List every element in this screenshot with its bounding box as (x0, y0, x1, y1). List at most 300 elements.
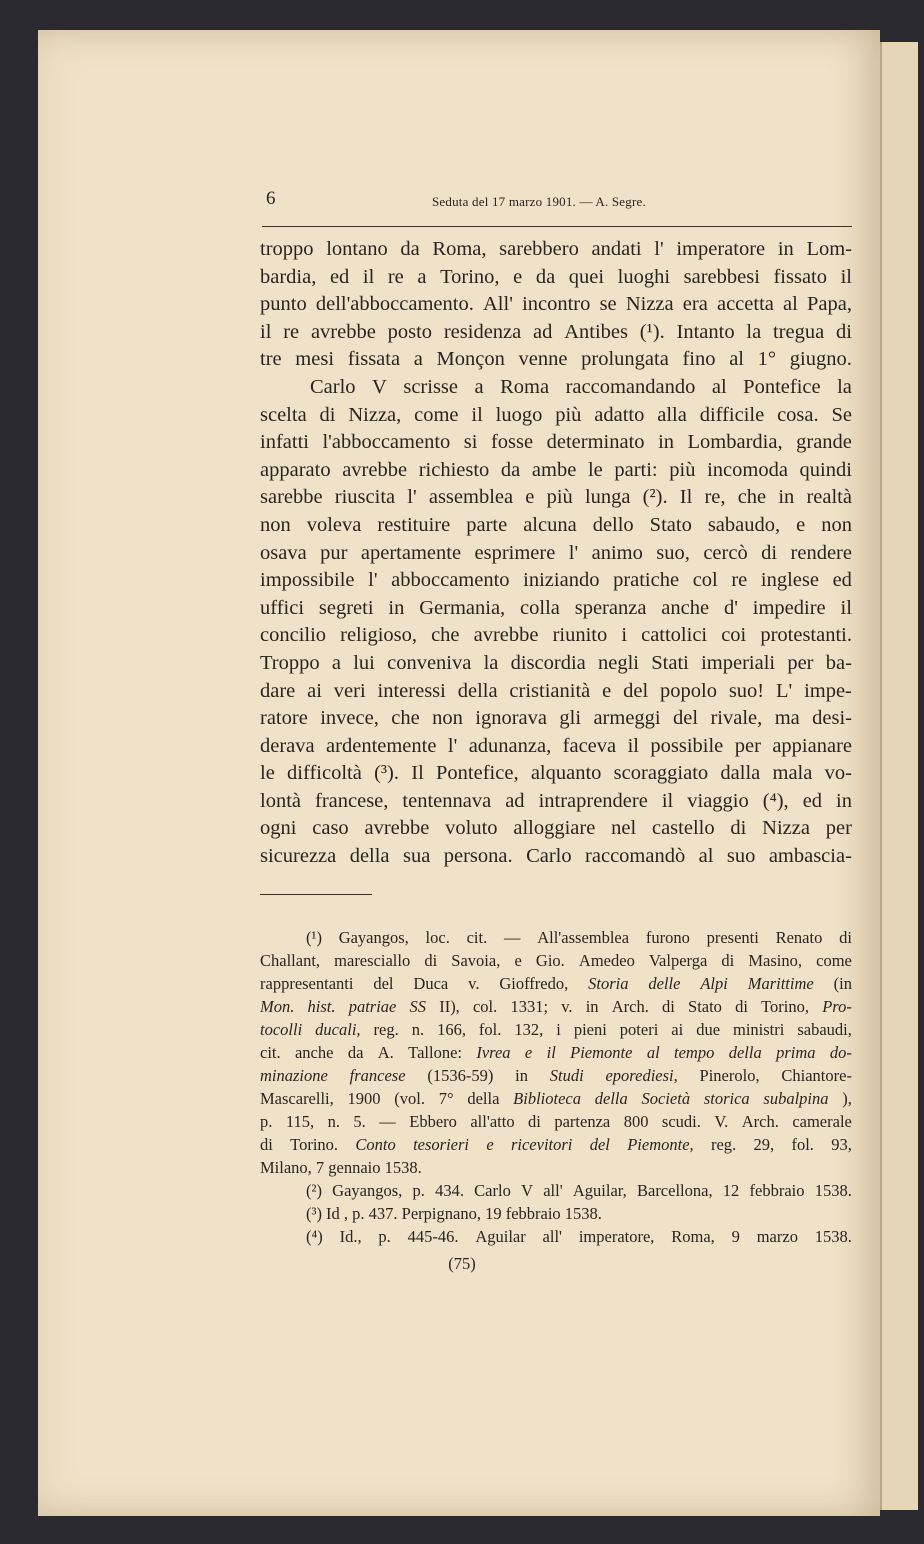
word: speranza (574, 596, 647, 619)
word: Mascarelli, (260, 1089, 334, 1108)
word: Pontefice, (436, 762, 519, 785)
word: che (737, 486, 767, 509)
word: All'assemblea (537, 928, 630, 947)
word: Arch. (741, 1112, 779, 1131)
word: reg. (373, 1020, 399, 1039)
word: persona. (443, 845, 513, 868)
word: di (761, 541, 778, 564)
word: ministri (733, 1020, 785, 1039)
page-header (262, 188, 850, 212)
word: l' (654, 238, 664, 260)
word: Conto (355, 1135, 396, 1154)
word: cercò (703, 541, 748, 564)
text-line (260, 788, 852, 816)
text-line (260, 236, 852, 264)
word: SS (409, 997, 427, 1016)
word: 12 (722, 1181, 740, 1200)
word: V. (714, 1112, 729, 1131)
word: segreti (318, 596, 374, 619)
word: che (431, 624, 460, 647)
word: anche (294, 1043, 334, 1062)
text-line (260, 291, 852, 319)
word: il (362, 265, 375, 288)
word: per (825, 817, 852, 840)
word: cosa. (777, 403, 819, 426)
word: Roma, (432, 238, 487, 260)
word: abboccamento (391, 569, 510, 592)
text-line (260, 843, 852, 871)
word: di (528, 1112, 541, 1131)
word: l' (447, 734, 458, 757)
word: 5. (353, 1112, 366, 1131)
word: Torino, (440, 265, 500, 288)
word: dell'abboccamento. (315, 293, 474, 316)
word: di (424, 951, 438, 970)
word: Gayangos, (338, 928, 409, 947)
word: Il (679, 486, 693, 509)
word: dello (592, 513, 634, 536)
word: l' (368, 569, 378, 592)
word: apparato (260, 458, 331, 481)
word: 1538. (814, 1227, 852, 1246)
word: suo (726, 845, 756, 868)
word: avrebbe (364, 817, 430, 840)
word: il (471, 403, 483, 426)
page-number: 6 (266, 188, 276, 209)
word: al (698, 845, 714, 868)
word: e (525, 486, 535, 509)
word: il (627, 734, 639, 757)
word: Papa, (807, 293, 852, 316)
word: hist. (307, 997, 336, 1016)
word: restituire (377, 513, 451, 536)
word: p. (378, 1227, 391, 1246)
word: ed (832, 569, 852, 592)
word: Nizza, (348, 403, 402, 426)
word: 115, (285, 1112, 315, 1131)
word: rappresentanti (260, 974, 354, 993)
word: veri (333, 679, 366, 702)
word: in (388, 596, 405, 619)
word: d' (723, 596, 738, 619)
word: eporediesi, (605, 1066, 678, 1085)
text-line (260, 484, 852, 512)
footnote-line (260, 1018, 852, 1041)
word: e (513, 265, 523, 288)
word: 166, (437, 1020, 466, 1039)
word: fol. (478, 1020, 502, 1039)
footnote-line (260, 1041, 852, 1064)
word: che (391, 707, 420, 730)
word: ad (505, 789, 525, 812)
word: desi- (812, 707, 852, 730)
word: da (500, 458, 521, 481)
word: cit. (466, 928, 488, 947)
word: ricevitori (510, 1135, 573, 1154)
word: Masino, (748, 951, 803, 970)
word: re (731, 569, 748, 592)
word: parti: (614, 458, 658, 481)
word: vo- (824, 762, 852, 785)
footnote-line (260, 1225, 852, 1248)
text-line (260, 705, 852, 733)
word: come (816, 951, 852, 970)
word: a (331, 651, 341, 674)
word: concilio (260, 624, 327, 647)
word: difficoltà (287, 762, 362, 785)
word: l'abboccamento (322, 431, 451, 454)
word: Savoia, (451, 951, 501, 970)
word: bardia, (260, 265, 317, 288)
word: fissato (773, 265, 828, 288)
word: di (319, 403, 336, 426)
word: V (521, 1181, 533, 1200)
text-line (260, 540, 852, 568)
word: Nizza (762, 817, 810, 840)
word: Alpi (700, 974, 728, 993)
word: della (349, 845, 390, 868)
word: non (260, 513, 291, 536)
word: loc. (425, 928, 450, 947)
word: venne (518, 348, 568, 371)
word: Storia (588, 974, 629, 993)
word: per (734, 734, 761, 757)
footnote-line (260, 926, 852, 949)
word: della (467, 1089, 500, 1108)
word: non (432, 707, 463, 730)
word: pratiche (613, 569, 680, 592)
word: infatti (260, 431, 309, 454)
word: 1° (757, 348, 777, 371)
word: l' (568, 541, 579, 564)
word: osava (260, 541, 307, 564)
word: del (589, 1135, 610, 1154)
text-line (260, 429, 852, 457)
word: (vol. (394, 1089, 425, 1108)
word: iniziando (523, 569, 600, 592)
word: nel (611, 817, 637, 840)
footnote-line (260, 1202, 852, 1225)
word: i (556, 1020, 561, 1039)
word: del (673, 707, 699, 730)
word: e (514, 951, 522, 970)
footnote-line (260, 1156, 852, 1179)
word: maresciallo (334, 951, 411, 970)
word: all' (542, 1227, 563, 1246)
word: ducali, (315, 1020, 361, 1039)
word: furono (645, 928, 690, 947)
word: pieni (573, 1020, 607, 1039)
footnote-line (260, 1133, 852, 1156)
word: conveniva (387, 651, 472, 674)
next-page-edge (880, 42, 918, 1510)
word: L' (775, 679, 793, 702)
word: fol. (791, 1135, 814, 1154)
word: (²) (306, 1181, 322, 1200)
word: impossibile (260, 569, 355, 592)
word: Piemonte (570, 1043, 633, 1062)
word: prima (776, 1043, 816, 1062)
word: camerale (792, 1112, 852, 1131)
word: partenza (554, 1112, 611, 1131)
word: della (594, 1089, 628, 1108)
running-head: Seduta del 17 marzo 1901. — A. Segre. (432, 194, 646, 209)
word: Società (641, 1089, 691, 1108)
word: il (840, 596, 852, 619)
word: e (796, 513, 806, 536)
word: ma (774, 707, 800, 730)
word: sarebbe (260, 486, 323, 509)
word: scrisse (403, 375, 459, 398)
word: avrebbe (342, 458, 408, 481)
word: Marittime (747, 974, 814, 993)
word: ba- (825, 651, 852, 674)
word: prolungata (581, 348, 669, 371)
word: due (696, 1020, 721, 1039)
word: imperatore, (578, 1227, 655, 1246)
word: troppo (260, 238, 314, 260)
word: determinato (546, 431, 645, 454)
word: quindi (799, 458, 852, 481)
word: al (711, 375, 727, 398)
word: poteri (619, 1020, 659, 1039)
word: Troppo (260, 651, 320, 674)
word: 7° (438, 1089, 454, 1108)
word: sabaudi, (797, 1020, 852, 1039)
word: Mon. (260, 997, 295, 1016)
word: 1538. (814, 1181, 852, 1200)
word: 1331; (510, 997, 549, 1016)
word: e (602, 679, 612, 702)
word: le (587, 458, 603, 481)
word: di (839, 928, 852, 947)
word: imperiali (701, 651, 776, 674)
footnote-line (260, 1110, 852, 1133)
word: Germania, (419, 596, 506, 619)
word: richiesto (418, 458, 490, 481)
footnote-rule (260, 894, 372, 895)
word: Pontefice (743, 375, 821, 398)
word: più (669, 458, 696, 481)
word: Roma, (671, 1227, 715, 1246)
footnote-line (260, 1179, 852, 1202)
word: alcuna (523, 513, 577, 536)
word: Renato (775, 928, 823, 947)
word: al (729, 348, 744, 371)
word: (¹). (639, 320, 665, 343)
word: alloggiare (513, 817, 596, 840)
word: Barcellona, (636, 1181, 713, 1200)
word: Carlo (310, 375, 356, 398)
word: Se (831, 403, 852, 426)
word: (¹) (306, 928, 322, 947)
word: Id., (339, 1227, 362, 1246)
word: luoghi (617, 265, 671, 288)
word: in (778, 486, 795, 509)
word: ai (307, 679, 322, 702)
word: Stati (651, 651, 689, 674)
word: ambascia- (768, 845, 852, 868)
word: (in (833, 974, 852, 993)
word: riuscita (334, 486, 396, 509)
word: di (662, 997, 675, 1016)
word: reg. (710, 1135, 737, 1154)
word: all'atto (470, 1112, 515, 1131)
word: Chiantore- (781, 1066, 852, 1085)
word: di (735, 997, 748, 1016)
word: n. (327, 1112, 340, 1131)
word: lontà (260, 789, 301, 812)
word: Studi (549, 1066, 584, 1085)
word: negli (598, 651, 640, 674)
word: scelta (260, 403, 307, 426)
word: 29, (753, 1135, 775, 1154)
word: il (546, 1043, 556, 1062)
word: di (836, 320, 852, 343)
word: del (623, 679, 649, 702)
word: scoraggiato (613, 762, 709, 785)
word: popolo (660, 679, 717, 702)
word: Lom- (806, 238, 852, 260)
word: ogni (260, 817, 297, 840)
word: tesorieri (413, 1135, 469, 1154)
word: difficile (699, 403, 765, 426)
word: adunanza, (468, 734, 552, 757)
word: animo (591, 541, 643, 564)
word: la (483, 651, 499, 674)
footnote-line (260, 1087, 852, 1110)
word: castello (651, 817, 715, 840)
word: per (787, 651, 814, 674)
word: ad (533, 320, 553, 343)
word: lui (353, 651, 375, 674)
word: ardentemente (326, 734, 437, 757)
word: presenti (706, 928, 759, 947)
word: Carlo (526, 845, 572, 868)
word: gli (559, 707, 582, 730)
word: faceva (562, 734, 617, 757)
word: re (387, 265, 404, 288)
text-line (260, 622, 852, 650)
word: della (457, 679, 498, 702)
word: uffici (260, 596, 305, 619)
word: ai (671, 1020, 684, 1039)
word: la (837, 375, 852, 398)
word: suo! (728, 679, 765, 702)
word: 1900 (347, 1089, 381, 1108)
word: dare (260, 679, 296, 702)
word: in (658, 431, 675, 454)
word: febbraio (749, 1181, 805, 1200)
word: sarebbero (499, 238, 579, 260)
word: impedire (752, 596, 826, 619)
word: 9 (731, 1227, 740, 1246)
word: coi (721, 624, 747, 647)
word: cristianità (509, 679, 591, 702)
word: a (474, 375, 484, 398)
word: 800 (623, 1112, 649, 1131)
footnote-text: (³) Id , p. 437. Perpignano, 19 febbraio 1538. (306, 1204, 602, 1223)
word: do- (829, 1043, 852, 1062)
text-line (260, 346, 852, 374)
word: accetta (716, 293, 774, 316)
word: se (599, 293, 617, 316)
word: era (682, 293, 708, 316)
word: e (486, 1135, 494, 1154)
word: raccomandò (585, 845, 686, 868)
word: 445-46. (407, 1227, 459, 1246)
word: Challant, (260, 951, 321, 970)
word: Ivrea (476, 1043, 511, 1062)
header-rule (262, 226, 852, 227)
text-line (260, 815, 852, 843)
word: II), (439, 997, 460, 1016)
word: Gayangos, (332, 1181, 403, 1200)
word: a (417, 265, 427, 288)
word: lontano (326, 238, 388, 260)
word: All' (483, 293, 513, 316)
text-line (260, 457, 852, 485)
word: tregua (772, 320, 825, 343)
word: adatto (594, 403, 645, 426)
word: giugno. (789, 348, 852, 371)
word: Aguilar (475, 1227, 526, 1246)
word: fosse (490, 431, 534, 454)
word: da (347, 1043, 364, 1062)
word: ambe (531, 458, 577, 481)
word: ed (802, 789, 823, 812)
footnote-text: Milano, 7 gennaio 1538. (260, 1158, 422, 1177)
word: l' (407, 486, 417, 509)
word: rivale, (710, 707, 763, 730)
text-line (260, 319, 852, 347)
word: suo, (656, 541, 690, 564)
footnote-line (260, 995, 852, 1018)
word: esprimere (474, 541, 556, 564)
word: apertamente (360, 541, 462, 564)
word: derava (260, 734, 315, 757)
word: più (546, 486, 573, 509)
word: (1536-59) (427, 1066, 494, 1085)
word: Lombardia, (687, 431, 783, 454)
word: tempo (674, 1043, 715, 1062)
word: e (524, 1043, 533, 1062)
word: Intanto (676, 320, 735, 343)
word: scudi. (661, 1112, 701, 1131)
word: sua (402, 845, 431, 868)
word: alquanto (530, 762, 602, 785)
word: Tallone: (408, 1043, 462, 1062)
word: (⁴), (762, 789, 789, 812)
word: — (379, 1112, 396, 1131)
word: imperatore (676, 238, 766, 260)
word: al (646, 1043, 660, 1062)
word: Valperga (648, 951, 708, 970)
word: colla (520, 596, 560, 619)
word: Gio. (535, 951, 565, 970)
text-line (260, 595, 852, 623)
word: mesi (295, 348, 335, 371)
word: Monçon (436, 348, 505, 371)
word: viaggio (687, 789, 749, 812)
word: residenza (443, 320, 522, 343)
word: interessi (377, 679, 446, 702)
word: i (621, 624, 628, 647)
word: religioso, (340, 624, 417, 647)
word: ), (842, 1089, 852, 1108)
word: voleva (306, 513, 362, 536)
folio-number: (75) (448, 1254, 476, 1273)
